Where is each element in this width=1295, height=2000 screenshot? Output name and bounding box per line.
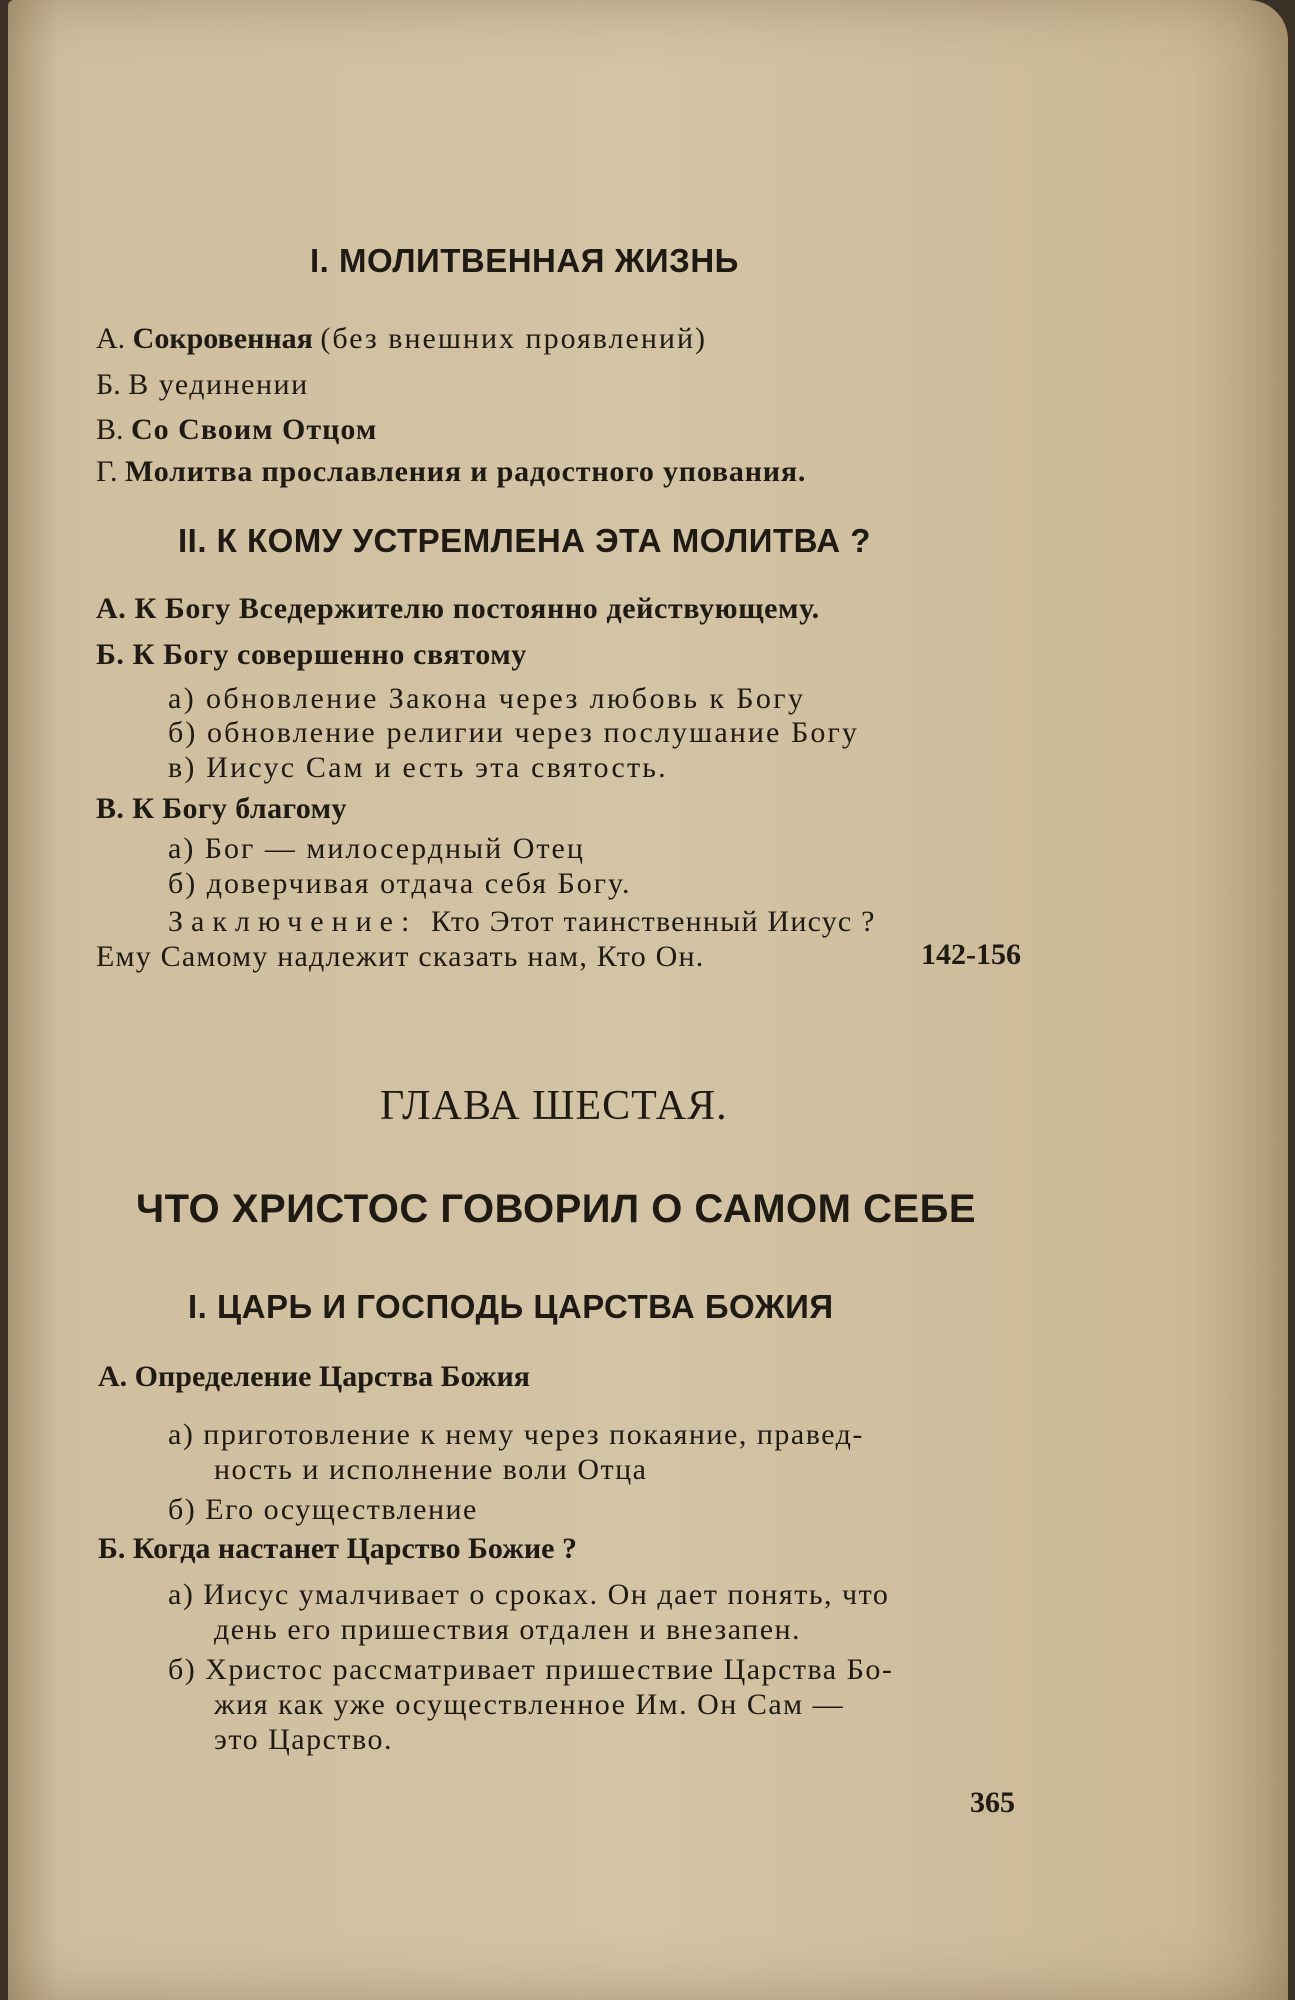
list-item: день его пришествия отдален и внезапен.	[214, 1613, 802, 1646]
list-item: Г. Молитва прославления и радостного упования.	[96, 455, 807, 488]
list-item: а) Бог — милосердный Отец	[168, 832, 585, 865]
book-page	[8, 0, 1288, 2000]
list-item: б) обновление религии через послушание Богу	[168, 716, 860, 749]
list-item: жия как уже осуществленное Им. Он Сам —	[214, 1688, 845, 1721]
list-item: б) Его осуществление	[168, 1493, 478, 1526]
list-item: В. Со Своим Отцом	[96, 413, 378, 446]
list-item: А. Определение Царства Божия	[98, 1360, 531, 1393]
list-item: А. К Богу Вседержителю постоянно действующему.	[96, 592, 820, 625]
list-item: это Царство.	[214, 1723, 393, 1756]
list-item: б) Христос рассматривает пришествие Царства Бо-	[168, 1653, 894, 1686]
conclusion-line-2: Ему Самому надлежит сказать нам, Кто Он.	[96, 940, 705, 973]
chapter-label: ГЛАВА ШЕСТАЯ.	[380, 1083, 728, 1129]
section-heading-king: I. ЦАРЬ И ГОСПОДЬ ЦАРСТВА БОЖИЯ	[188, 1288, 834, 1325]
list-item: Б. К Богу совершенно святому	[96, 638, 527, 671]
list-item: а) обновление Закона через любовь к Богу	[168, 682, 806, 715]
list-item: А. Сокровенная (без внешних проявлений)	[96, 322, 708, 355]
list-item: ность и исполнение воли Отца	[214, 1453, 648, 1486]
page-number: 365	[970, 1786, 1015, 1819]
list-item: а) приготовление к нему через покаяние, правед-	[168, 1418, 864, 1451]
section-heading-prayer-life: I. МОЛИТВЕННАЯ ЖИЗНЬ	[310, 242, 739, 279]
conclusion-line: Заключение: Кто Этот таинственный Иисус ?	[168, 905, 876, 938]
section-heading-to-whom: II. К КОМУ УСТРЕМЛЕНА ЭТА МОЛИТВА ?	[178, 522, 871, 559]
page-reference: 142-156	[921, 938, 1021, 971]
list-item: Б. В уединении	[96, 368, 309, 401]
list-item: б) доверчивая отдача себя Богу.	[168, 867, 632, 900]
list-item: а) Иисус умалчивает о сроках. Он дает понять, что	[168, 1578, 890, 1611]
list-item: В. К Богу благому	[96, 792, 347, 825]
list-item: в) Иисус Сам и есть эта святость.	[168, 751, 668, 784]
chapter-title: ЧТО ХРИСТОС ГОВОРИЛ О САМОМ СЕБЕ	[136, 1187, 977, 1231]
page-content	[8, 0, 1288, 2000]
list-item: Б. Когда настанет Царство Божие ?	[98, 1532, 577, 1565]
